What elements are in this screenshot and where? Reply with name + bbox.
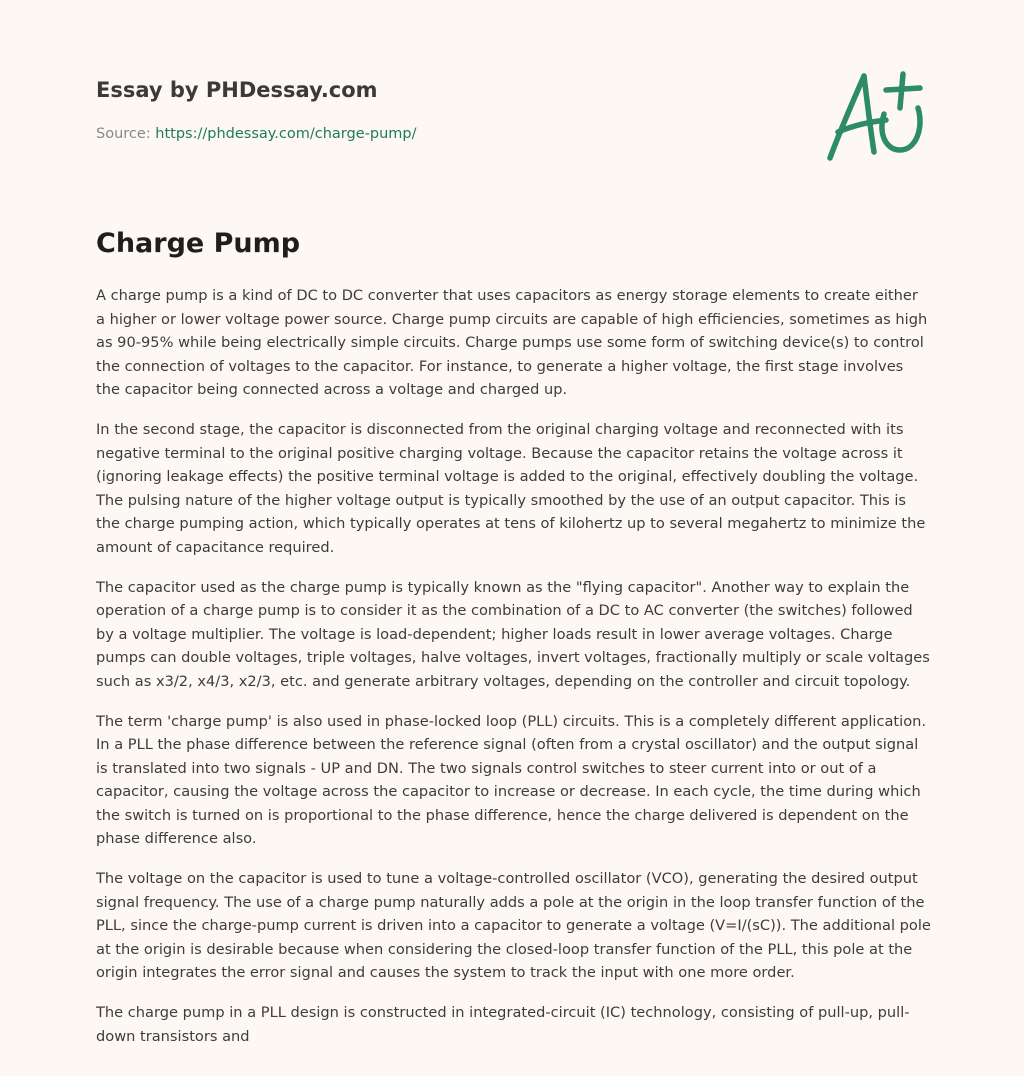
source-link[interactable]: https://phdessay.com/charge-pump/ <box>155 126 417 142</box>
page-header <box>96 76 796 144</box>
site-title: Essay by PHDessay.com <box>96 78 378 102</box>
paragraph: The voltage on the capacitor is used to tune a voltage-controlled oscillator (VCO), generating the desired output signal frequency. The use of a charge pump naturally adds a pole at the origin in the loop transfer function of the PLL, since the charge-pump current is driven into a capacitor to generate a voltage (V=I/(sC)). The additional pole at the origin is desirable because when considering the closed-loop transfer function of the PLL, this pole at the origin integrates the error signal and causes the system to track the input with one more order. <box>96 870 931 982</box>
paragraph: A charge pump is a kind of DC to DC converter that uses capacitors as energy storage elements to create either a higher or lower voltage power source. Charge pump circuits are capable of high efficiencies, sometimes as high as 90-95% while being electrically simple circuits. Charge pumps use some form of switching device(s) to control the connection of voltages to the capacitor. For instance, to generate a higher voltage, the first stage involves the capacitor being connected across a voltage and charged up. <box>96 287 928 399</box>
paragraph: The term 'charge pump' is also used in phase-locked loop (PLL) circuits. This is a completely different application. In a PLL the phase difference between the reference signal (often from a crystal oscillator) and the output signal is translated into two signals - UP and DN. The two signals control switches to steer current into or out of a capacitor, causing the voltage across the capacitor to increase or decrease. In each cycle, the time during which the switch is turned on is proportional to the phase difference, hence the charge delivered is dependent on the phase difference also. <box>96 712 927 848</box>
article-body <box>96 284 931 1064</box>
source-line <box>96 124 796 144</box>
a-plus-logo-icon <box>820 66 930 166</box>
paragraph: The charge pump in a PLL design is constructed in integrated-circuit (IC) technology, consisting of pull-up, pull-down transistors and <box>96 1004 910 1045</box>
article-title: Charge Pump <box>96 228 301 259</box>
source-label: Source: <box>96 126 156 142</box>
paragraph: The capacitor used as the charge pump is typically known as the "flying capacitor". Another way to explain the operation of a charge pump is to consider it as the combination of a DC to AC converter (the switches) followed by a voltage multiplier. The voltage is load-dependent; higher loads result in lower average voltages. Charge pumps can double voltages, triple voltages, halve voltages, invert voltages, fractionally multiply or scale voltages such as x3/2, x4/3, x2/3, etc. and generate arbitrary voltages, depending on the controller and circuit topology. <box>96 578 930 690</box>
paragraph: In the second stage, the capacitor is disconnected from the original charging voltage and reconnected with its negative terminal to the original positive charging voltage. Because the capacitor retains the voltage across it (ignoring leakage effects) the positive terminal voltage is added to the original, effectively doubling the voltage. The pulsing nature of the higher voltage output is typically smoothed by the use of an output capacitor. This is the charge pumping action, which typically operates at tens of kilohertz up to several megahertz to minimize the amount of capacitance required. <box>96 420 926 556</box>
